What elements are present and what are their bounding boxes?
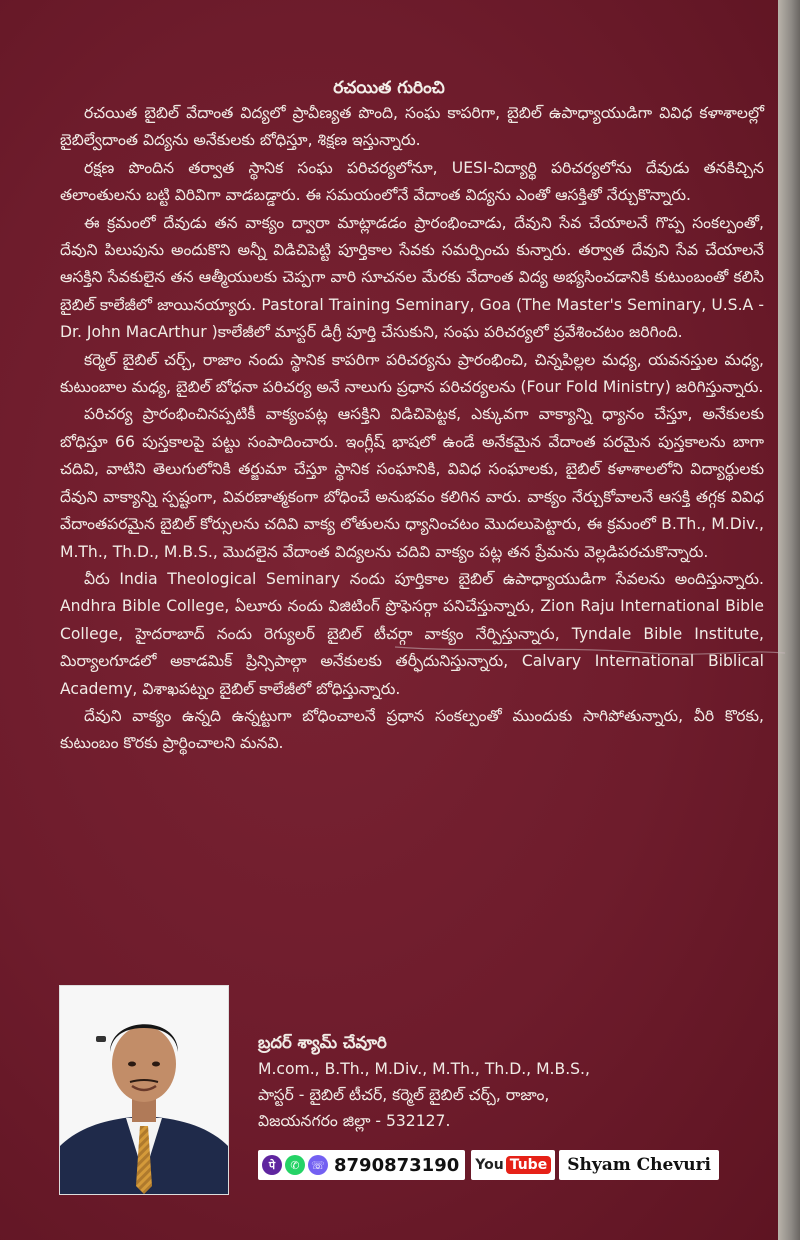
author-degrees: M.com., B.Th., M.Div., M.Th., Th.D., M.B.S.,: [258, 1060, 590, 1078]
youtube-channel-name: Shyam Chevuri: [559, 1150, 719, 1180]
section-heading: రచయిత గురించి: [333, 78, 445, 98]
youtube-you: You: [475, 1157, 504, 1173]
page-edge: [778, 0, 800, 1240]
bio-paragraph-4: కర్మెల్ బైబిల్ చర్చ్, రాజాం నందు స్థానిక కాపరిగా పరిచర్యను ప్రారంభించి, చిన్నపిల్లల మధ్య, యవనస్తుల మధ్య, కుటుంబాల మధ్య, బైబిల్ బోధనా పరిచర్య అనే నాలుగు ప్రధాన పరిచర్యలను (Four Fold Ministry) జరిగిస్తున్నారు.: [60, 350, 764, 397]
youtube-tube: Tube: [506, 1156, 552, 1174]
bio-paragraph-3: ఈ క్రమంలో దేవుడు తన వాక్యం ద్వారా మాట్లాడడం ప్రారంభించాడు, దేవుని సేవ చేయాలనే గొప్ప సంకల్పంతో, దేవుని పిలుపును అందుకొని అన్నీ విడిచిపెట్టి పూర్తికాల సేవకు సమర్పించు కున్నారు. తర్వాత దేవుని సేవ చేయాలనే ఆసక్తిని సేవకులైన తన ఆత్మీయులకు చెప్పగా వారి సూచనల మేరకు వేదాంత విద్య అభ్యసించడానికి కుటుంబంతో కలిసి బైబిల్ కాలేజీలో జాయినయ్యారు. Pastoral Training Seminary, Goa (The Master's Seminary, U.S.A -Dr. John MacArthur )కాలేజీలో మాస్టర్ డిగ్రీ పూర్తి చేసుకుని, సంఘ పరిచర్యలో ప్రవేశించటం జరిగింది.: [60, 213, 764, 342]
bio-paragraph-1: రచయిత బైబిల్ వేదాంత విద్యలో ప్రావీణ్యత పొంది, సంఘ కాపరిగా, బైబిల్ ఉపాధ్యాయుడిగా వివిధ కళాశాలల్లో బైబిల్వేదాంత విద్యను అనేకులకు బోధిస్తూ, శిక్షణ ఇస్తున్నారు.: [60, 104, 764, 150]
portrait-illustration: [60, 986, 228, 1194]
bio-paragraph-7: దేవుని వాక్యం ఉన్నది ఉన్నట్టుగా బోధించాలనే ప్రధాన సంకల్పంతో ముందుకు సాగిపోతున్నారు, వీరి కొరకు, కుటుంబం కొరకు ప్రార్థించాలని మనవి.: [60, 706, 764, 753]
bio-paragraph-5: పరిచర్య ప్రారంభించినప్పటికీ వాక్యంపట్ల ఆసక్తిని విడిచిపెట్టక, ఎక్కువగా వాక్యాన్ని ధ్యానం చేస్తూ, అనేకులకు బోధిస్తూ 66 పుస్తకాలపై పట్టు సంపాదించారు. ఇంగ్లీష్ భాషలో ఉండే అనేకమైన వేదాంత పరమైన పుస్తకాలను బాగా చదివి, వాటిని తెలుగులోనికి తర్జుమా చేస్తూ స్థానిక సంఘానికి, వివిధ సంఘాలకు, బైబిల్ కళాశాలలోని విద్యార్థులకు దేవుని వాక్యాన్ని స్పష్టంగా, వివరణాత్మకంగా బోధించే అనుభవం కలిగిన వారు. వాక్యం నేర్చుకోవాలనే ఆసక్తి తగ్గక వివిధ వేదాంతపరమైన బైబిల్ కోర్సులను చదివి వాక్య లోతులను ధ్యానించటం మొదలుపెట్టారు, ఈ క్రమంలో B.Th., M.Div., M.Th., Th.D., M.B.S., మొదలైన వేదాంత విద్యలను చదివి వాక్యం పట్ల తన ప్రేమను వెల్లడిపరచుకొన్నారు.: [60, 405, 764, 561]
viber-icon: ☏: [308, 1155, 328, 1175]
author-photo: [59, 985, 229, 1195]
author-name: బ్రదర్ శ్యామ్ చేవూరి: [258, 1033, 387, 1052]
whatsapp-icon: ✆: [285, 1155, 305, 1175]
author-address: విజయనగరం జిల్లా - 532127.: [258, 1112, 451, 1130]
contact-bar: [258, 1149, 719, 1181]
author-role: పాస్టర్ - బైబిల్ టీచర్, కర్మెల్ బైబిల్ చర్చ్, రాజాం,: [258, 1086, 550, 1104]
author-bio: [60, 100, 764, 758]
bio-paragraph-6: వీరు India Theological Seminary నందు పూర్తికాల బైబిల్ ఉపాధ్యాయుడిగా సేవలను అందిస్తున్నారు. Andhra Bible College, ఏలూరు నందు విజిటింగ్ ప్రొఫెసర్గా పనిచేస్తున్నారు, Zion Raju International Bible College, హైదరాబాద్ నందు రెగ్యులర్ బైబిల్ టీచర్గా వాక్యం నేర్పిస్తున్నారు, Tyndale Bible Institute, మిర్యాలగూడలో అకాడమిక్ ప్రిన్సిపాల్గా అనేకులకు తర్ఫీదునిస్తున్నారు, Calvary International Biblical Academy, విశాఖపట్నం బైబిల్ కాలేజీలో బోధిస్తున్నారు.: [60, 569, 764, 698]
author-details: [258, 1030, 758, 1134]
phone-box: [258, 1150, 465, 1180]
youtube-logo: [471, 1150, 555, 1180]
phone-number: 8790873190: [334, 1154, 460, 1176]
phonepe-icon: पे: [262, 1155, 282, 1175]
bio-paragraph-2: రక్షణ పొందిన తర్వాత స్థానిక సంఘ పరిచర్యలోనూ, UESI-విద్యార్థి పరిచర్యలోను దేవుడు తనకిచ్చిన తలాంతులను బట్టి విరివిగా వాడబడ్డారు. ఈ సమయంలోనే వేదాంత విద్యను ఎంతో ఆసక్తితో నేర్చుకొన్నారు.: [60, 158, 764, 205]
